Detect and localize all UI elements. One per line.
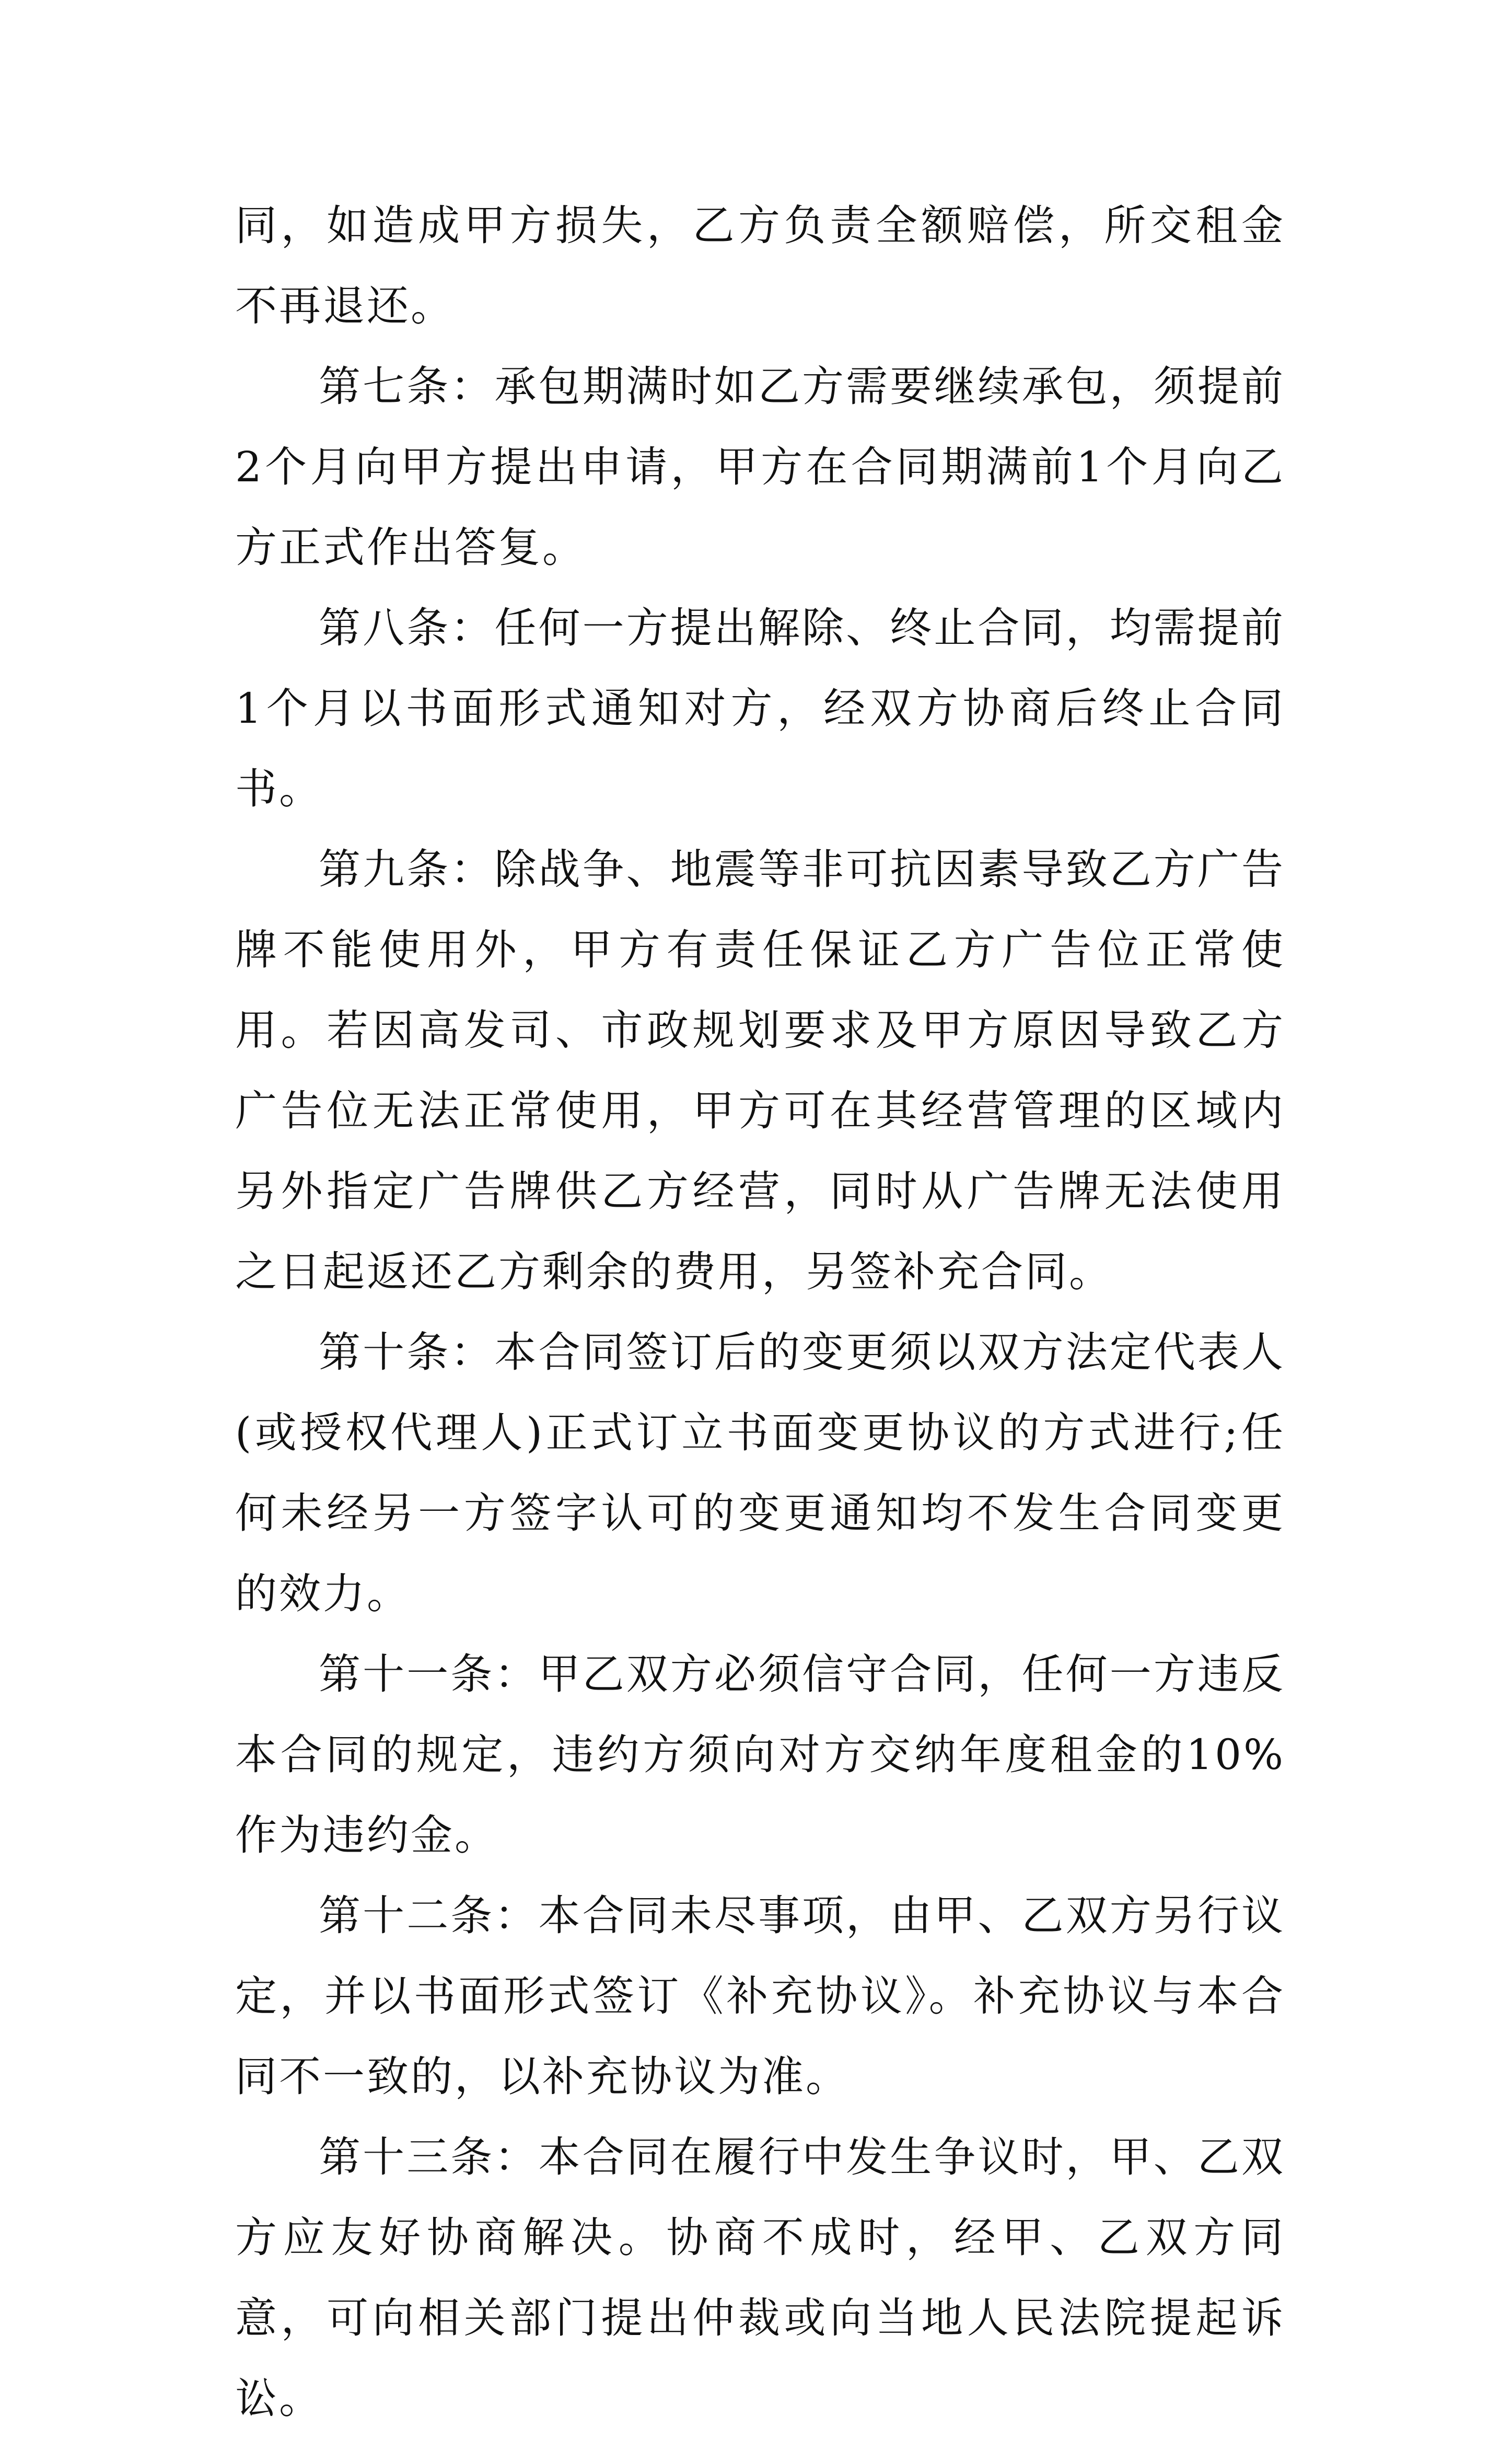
contract-body bbox=[235, 186, 1285, 2439]
paragraph-article-7: 第七条：承包期满时如乙方需要继续承包，须提前2个月向甲方提出申请，甲方在合同期满前1个月向乙方正式作出答复。 bbox=[235, 362, 1285, 572]
paragraph-article-12: 第十二条：本合同未尽事项，由甲、乙双方另行议定，并以书面形式签订《补充协议》。补充协议与本合同不一致的，以补充协议为准。 bbox=[235, 1891, 1285, 2101]
paragraph-article-11: 第十一条：甲乙双方必须信守合同，任何一方违反本合同的规定，违约方须向对方交纳年度租金的10%作为违约金。 bbox=[235, 1650, 1285, 1859]
paragraph-article-9: 第九条：除战争、地震等非可抗因素导致乙方广告牌不能使用外，甲方有责任保证乙方广告位正常使用。若因高发司、市政规划要求及甲方原因导致乙方广告位无法正常使用，甲方可在其经营管理的区域内另外指定广告牌供乙方经营，同时从广告牌无法使用之日起返还乙方剩余的费用，另签补充合同。 bbox=[235, 845, 1285, 1296]
paragraph-article-10: 第十条：本合同签订后的变更须以双方法定代表人(或授权代理人)正式订立书面变更协议的方式进行;任何未经另一方签字认可的变更通知均不发生合同变更的效力。 bbox=[235, 1328, 1285, 1618]
paragraph-article-13: 第十三条：本合同在履行中发生争议时，甲、乙双方应友好协商解决。协商不成时，经甲、乙双方同意，可向相关部门提出仲裁或向当地人民法院提起诉讼。 bbox=[235, 2133, 1285, 2423]
paragraph-continuation: 同，如造成甲方损失，乙方负责全额赔偿，所交租金不再退还。 bbox=[235, 201, 1285, 330]
paragraph-article-8: 第八条：任何一方提出解除、终止合同，均需提前1个月以书面形式通知对方，经双方协商后终止合同书。 bbox=[235, 604, 1285, 813]
